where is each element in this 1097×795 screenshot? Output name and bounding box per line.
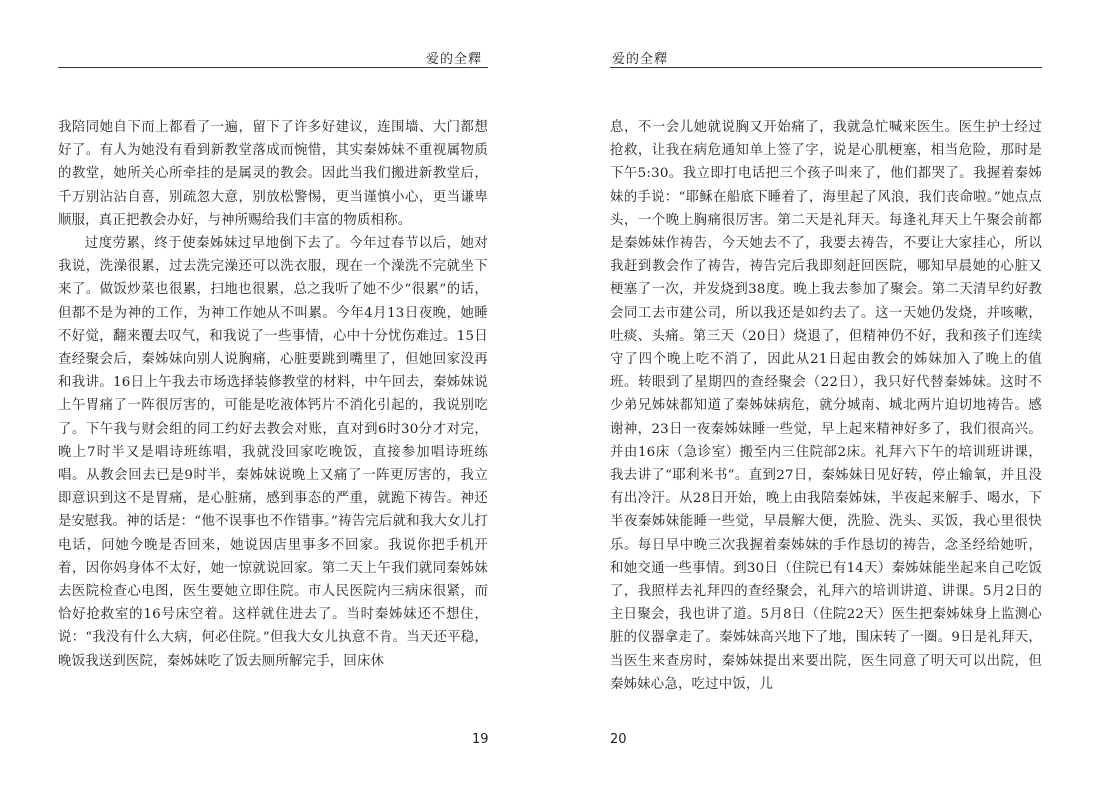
paragraph-left-1: 我陪同她自下而上都看了一遍，留下了许多好建议，连围墙、大门都想好了。有人为她没有看到新教堂落成而惋惜，其实秦姊妹不重视属物质的教堂，她所关心所牵挂的是属灵的教会。因此当我们搬进新教堂后，千万别沾沾自喜，别疏忽大意，别放松警惕，更当谨慎小心，更当谦卑顺服，真正把教会办好，与神所赐给我们丰富的物质相称。: [58, 120, 488, 228]
running-head-right: 爱的全釋: [612, 52, 669, 67]
header-rule-right: [610, 67, 1042, 68]
right-page: [610, 0, 1042, 795]
running-head-left: 爱的全釋: [425, 52, 482, 67]
paragraph-left-2: 过度劳累，终于使秦姊妹过早地倒下去了。今年过春节以后，她对我说，洗澡很累，过去洗完澡还可以洗衣服，现在一个澡洗不完就坐下来了。做饭炒菜也很累，扫地也很累，总之我听了她不少“很累”的话，但都不是为神的工作，为神工作她从不叫累。今年4月13日夜晚，她睡不好觉，翻来覆去叹气，和我说了一些事情，心中十分忧伤难过。15日查经聚会后，秦姊妹向别人说胸痛，心脏要跳到嘴里了，但她回家没再和我讲。16日上午我去市场选择装修教堂的材料，中午回去，秦姊妹说上午胃痛了一阵很厉害的，可能是吃液体钙片不消化引起的，我说别吃了。下午我与财会组的同工约好去教会对账，直对到6时30分才对完，晚上7时半又是唱诗班练唱，我就没回家吃晚饭，直接参加唱诗班练唱。从教会回去已是9时半，秦姊妹说晚上又痛了一阵更厉害的，我立即意识到这不是胃痛，是心脏痛，感到事态的严重，就跪下祷告。神还是安慰我。神的话是：“他不误事也不作错事。”祷告完后就和我大女儿打电话，问她今晚是否回来，她说因店里事多不回家。我说你把手机开着，因你妈身体不太好，她一惊就说回家。第二天上午我们就同秦姊妹去医院检查心电图，医生要她立即住院。市人民医院内三病床很紧，而恰好抢救室的16号床空着。这样就住进去了。当时秦姊妹还不想住，说：“我没有什么大病，何必住院。”但我大女儿执意不肯。当天还平稳，晚饭我送到医院，秦姊妹吃了饭去厕所解完手，回床休: [58, 236, 488, 669]
left-page: [58, 0, 488, 795]
body-text-left: [58, 116, 488, 673]
header-rule-left: [58, 67, 488, 68]
body-text-right: [610, 116, 1042, 696]
page-number-right: 20: [610, 732, 627, 747]
page-number-left: 19: [472, 732, 489, 747]
paragraph-right-1: 息，不一会儿她就说胸又开始痛了，我就急忙喊来医生。医生护士经过抢救，让我在病危通知单上签了字，说是心肌梗塞，相当危险，那时是下午5:30。我立即打电话把三个孩子叫来了，他们都哭了。我握着秦姊妹的手说：“耶稣在船底下睡着了，海里起了风浪，我们丧命啦。”她点点头，一个晚上胸痛很厉害。第二天是礼拜天。每逢礼拜天上午聚会前都是秦姊妹作祷告，今天她去不了，我要去祷告，不要让大家挂心，所以我赶到教会作了祷告，祷告完后我即刻赶回医院，哪知早晨她的心脏又梗塞了一次，并发烧到38度。晚上我去参加了聚会。第二天清早约好教会同工去市建公司，所以我还是如约去了。这一天她仍发烧，并咳嗽，吐痰、头痛。第三天（20日）烧退了，但精神仍不好，我和孩子们连续守了四个晚上吃不消了，因此从21日起由教会的姊妹加入了晚上的值班。转眼到了星期四的查经聚会（22日），我只好代替秦姊妹。这时不少弟兄姊妹都知道了秦姊妹病危，就分城南、城北两片迫切地祷告。感谢神，23日一夜秦姊妹睡一些觉，早上起来精神好多了，我们很高兴。并由16床（急诊室）搬至内三住院部2床。礼拜六下午的培训班讲课，我去讲了“耶利米书”。直到27日，秦姊妹日见好转，停止输氧，并且没有出冷汗。从28日开始，晚上由我陪秦姊妹，半夜起来解手、喝水，下半夜秦姊妹能睡一些觉，早晨解大便，洗脸、洗头、买饭，我心里很快乐。每日早中晚三次我握着秦姊妹的手作恳切的祷告，念圣经给她听，和她交通一些事情。到30日（住院已有14天）秦姊妹能坐起来自己吃饭了，我照样去礼拜四的查经聚会，礼拜六的培训讲道、讲课。5月2日的主日聚会，我也讲了道。5月8日（住院22天）医生把秦姊妹身上监测心脏的仪器拿走了。秦姊妹高兴地下了地，围床转了一圈。9日是礼拜天，当医生来查房时，秦姊妹提出来要出院，医生同意了明天可以出院，但秦姊妹心急，吃过中饭，儿: [610, 120, 1042, 692]
